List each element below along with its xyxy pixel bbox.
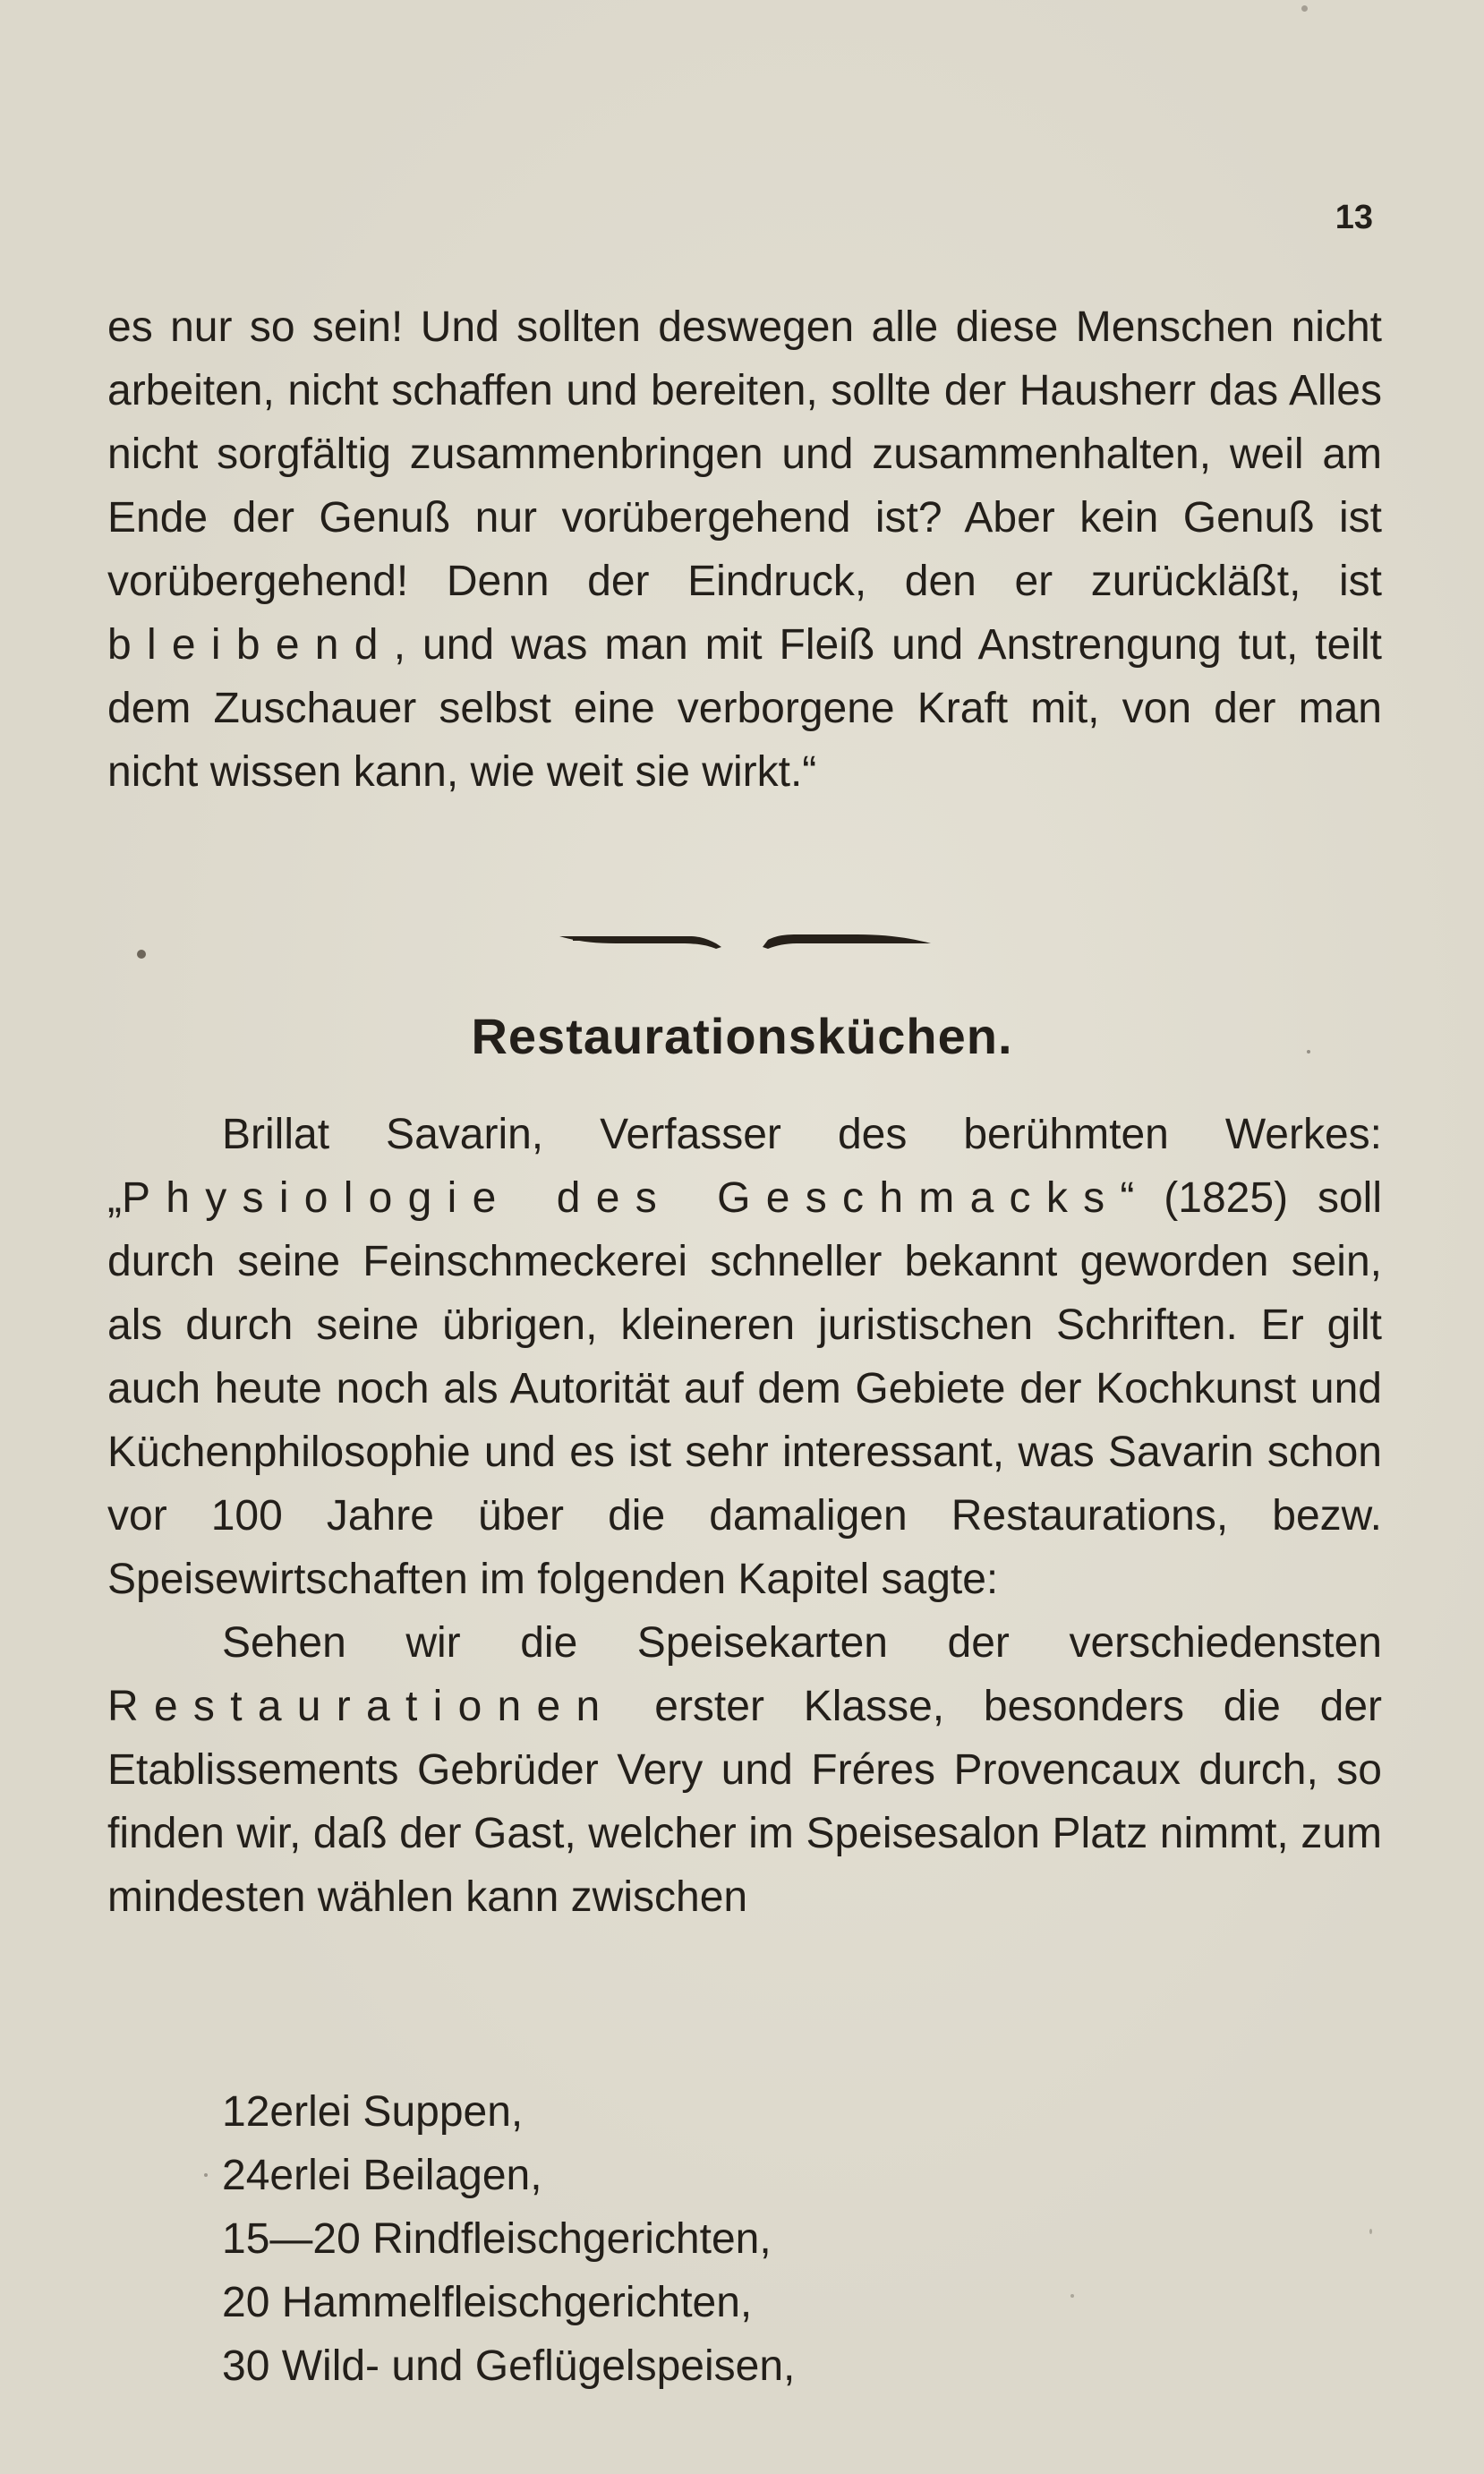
list-item: 24erlei Beilagen, [222,2152,542,2199]
ornamental-divider [0,917,1484,961]
paper-speck [1369,2229,1372,2234]
list-item: 20 Hammelfleischgerichten, [222,2279,753,2326]
page-number: 13 [1335,199,1373,236]
savarin-text-1: Brillat Savarin, Verfasser des berühmten Werkes: „ [107,1111,1382,1222]
list-item: 30 Wild- und Geflügelspeisen, [222,2342,796,2390]
list-item: 12erlei Suppen, [222,2088,524,2136]
section-heading: Restaurationsküchen. [471,1008,1013,1064]
savarin-paragraphs [107,1103,1382,1929]
savarin-paragraph [107,1103,1382,1611]
menu-options-list [222,2080,795,2398]
menu-text-1: Sehen wir die Speisekarten der verschiedensten [222,1619,1382,1667]
top-paragraph-text-1: es nur so sein! Und sollten deswegen alle diese Menschen nicht arbeiten, nicht schaffen und bereiten, sollte der Hausherr das Alles nicht sorgfältig zusammenbringen und zusammenhalten, weil am Ende der Genuß nur vorübergehend ist? Aber kein Genuß ist vorübergehend! Denn der Eindruck, den er zurückläßt, ist [107,303,1382,605]
list-item: 15—20 Rindfleischgerichten, [222,2215,772,2263]
book-title-spaced: Physiologie des Geschmacks [121,1174,1121,1222]
paper-speck [1070,2294,1074,2298]
menu-text-2: erster Klasse, besonders die der Etablissements Gebrüder Very und Fréres Provencaux durch, so finden wir, daß der Gast, welcher im Speisesalon Platz nimmt, zum mindesten wählen kann zwischen [107,1683,1383,1921]
divider-flourish-icon [0,917,1484,961]
paper-speck [1307,1050,1310,1054]
emphasis-spaced-word: bleibend [107,621,394,669]
paper-speck [204,2173,208,2177]
restaurations-spaced-word: Restaurationen [107,1683,616,1730]
menu-paragraph [107,1611,1382,1929]
savarin-text-2: “ (1825) soll durch seine Feinschmeckerei schneller bekannt geworden sein, als durch seine übrigen, kleineren juristischen Schriften. Er gilt auch heute noch als Autorität auf dem Gebiete der Kochkunst und Küchenphilosophie und es ist sehr interessant, was Savarin schon vor 100 Jahre über die damaligen Restaurations, bezw. Speisewirtschaften im folgenden Kapitel sagte: [107,1174,1382,1603]
paper-speck [1301,5,1308,12]
top-paragraph-text-2: , und was man mit Fleiß und Anstrengung tut, teilt dem Zuschauer selbst eine verborgene Kraft mit, von der man nicht wissen kann, wie weit sie wirkt.“ [107,621,1382,796]
top-paragraph [107,295,1382,804]
